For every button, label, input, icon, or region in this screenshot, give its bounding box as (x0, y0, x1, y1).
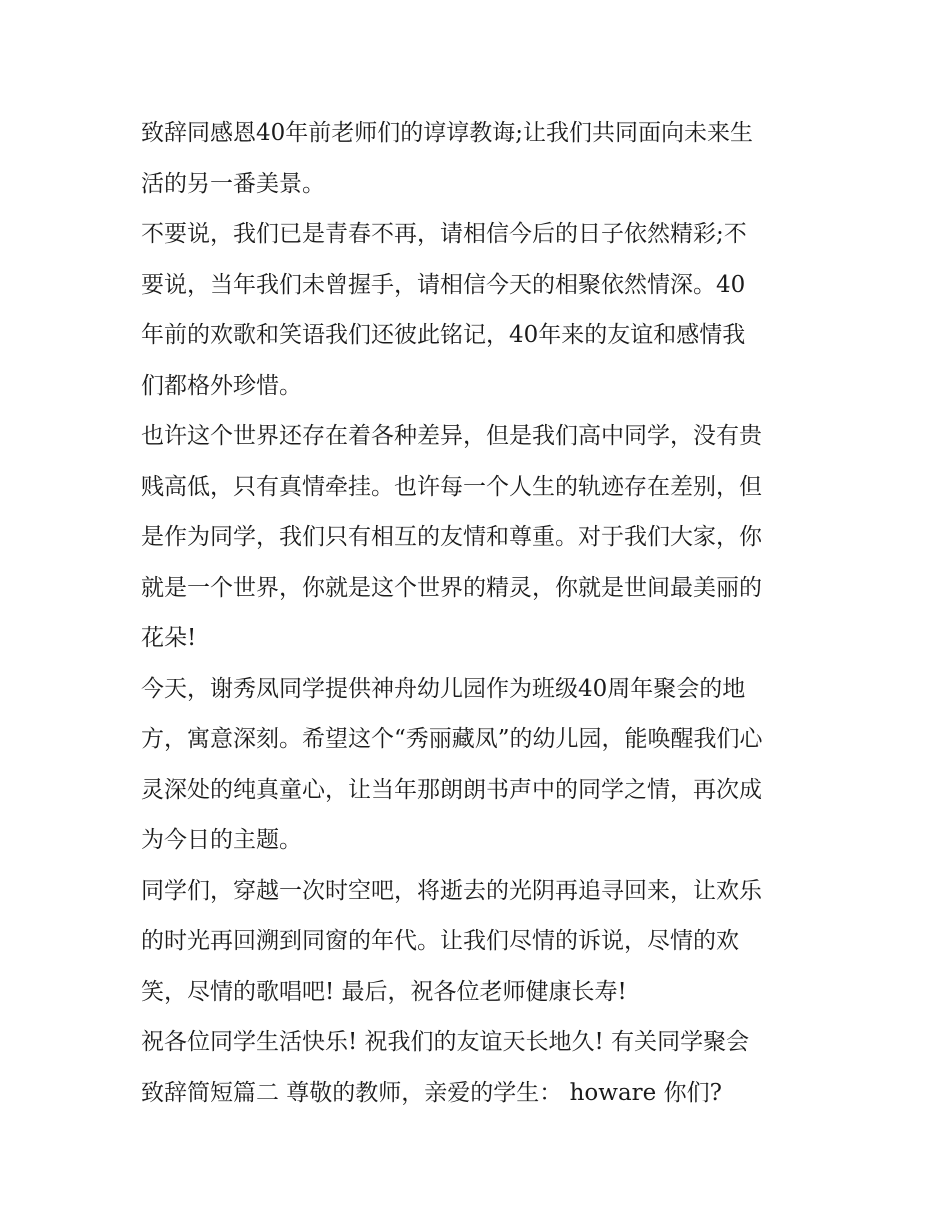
text-line: 为今日的主题。 (141, 827, 302, 853)
text-line: 也许这个世界还存在着各种差异，但是我们高中同学，没有贵 (141, 423, 762, 449)
text-line: 笑，尽情的歌唱吧! 最后，祝各位老师健康长寿! (141, 978, 627, 1005)
text-line: 今天，谢秀凤同学提供神舟幼儿园作为班级40周年聚会的地 (141, 675, 746, 702)
text-line: 致辞简短篇二 尊敬的教师，亲爱的学生： howare 你们? (141, 1079, 722, 1106)
text-line: 致辞同感恩40年前老师们的谆谆教诲;让我们共同面向未来生 (141, 120, 754, 146)
text-line: 不要说，我们已是青春不再，请相信今后的日子依然精彩;不 (141, 221, 747, 247)
text-line: 方，寓意深刻。希望这个“秀丽藏凤”的幼儿园，能唤醒我们心 (141, 726, 763, 752)
text-line: 年前的欢歌和笑语我们还彼此铭记，40年来的友谊和感情我 (141, 322, 746, 348)
text-line: 是作为同学，我们只有相互的友情和尊重。对于我们大家，你 (141, 524, 762, 550)
text-line: 要说，当年我们未曾握手，请相信今天的相聚依然情深。40 (141, 271, 746, 298)
text-line: 同学们，穿越一次时空吧，将逝去的光阴再追寻回来，让欢乐 (141, 877, 762, 904)
text-line: 活的另一番美景。 (141, 170, 325, 197)
document-body (141, 108, 813, 1118)
text-line: 祝各位同学生活快乐! 祝我们的友谊天长地久! 有关同学聚会 (141, 1029, 750, 1055)
text-line: 灵深处的纯真童心，让当年那朗朗书声中的同学之情，再次成 (141, 776, 762, 803)
text-line: 贱高低，只有真情牵挂。也许每一个人生的轨迹存在差别，但 (141, 473, 762, 500)
text-line: 就是一个世界，你就是这个世界的精灵，你就是世间最美丽的 (141, 574, 762, 601)
text-line: 的时光再回溯到同窗的年代。让我们尽情的诉说，尽情的欢 (141, 928, 739, 954)
text-line: 们都格外珍惜。 (141, 372, 302, 399)
text-line: 花朵! (141, 625, 197, 651)
